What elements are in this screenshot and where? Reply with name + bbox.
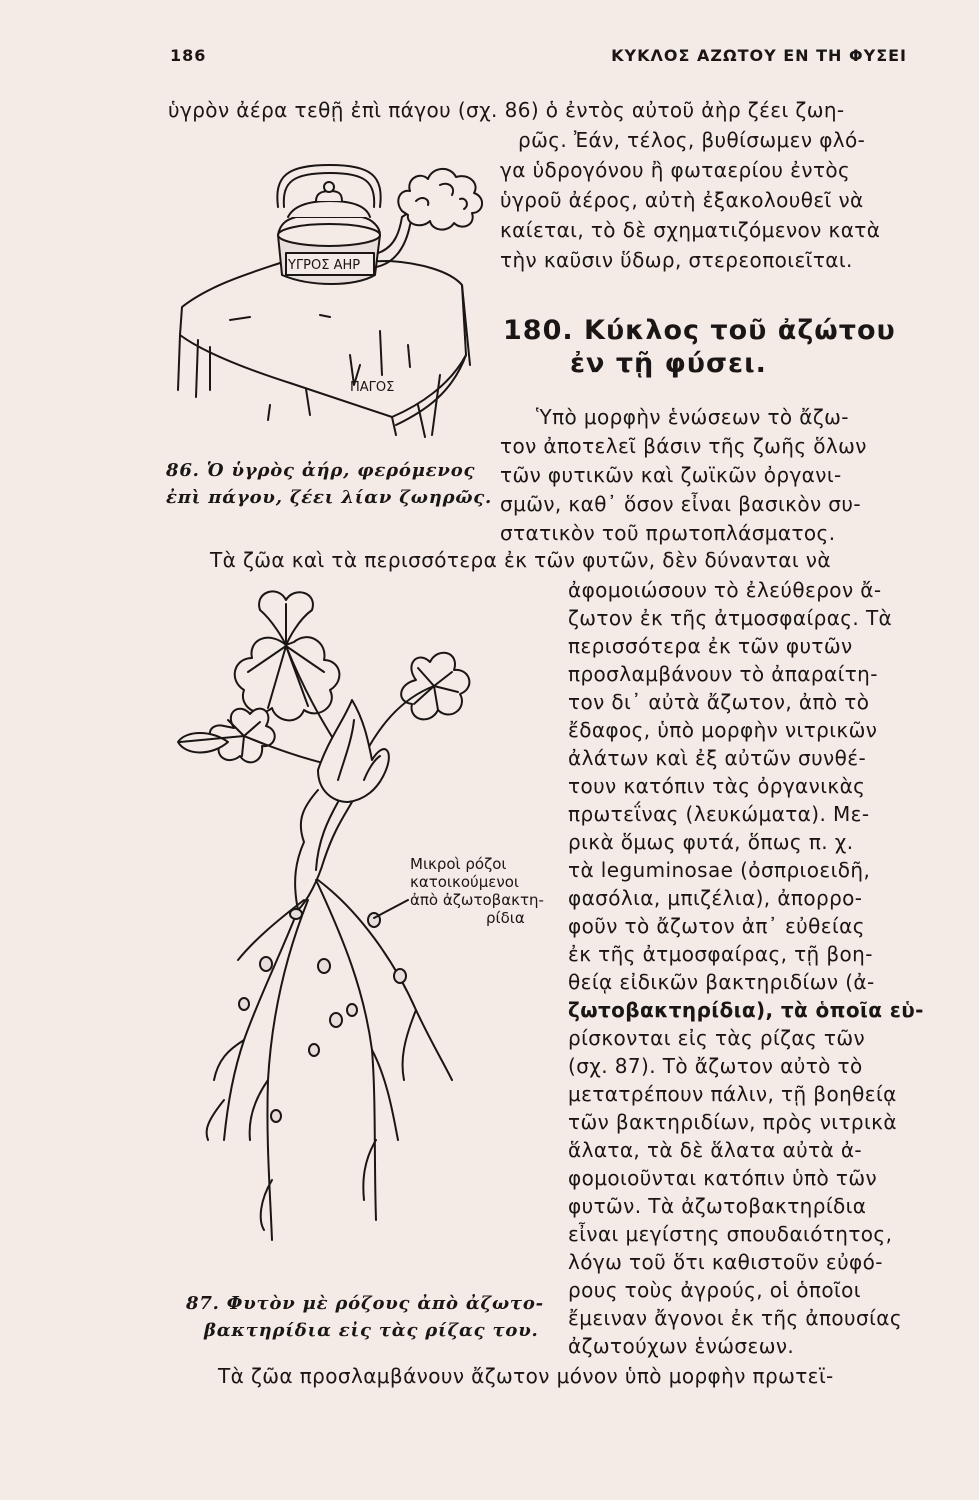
- text-line: λόγω τοῦ ὅτι καθιστοῦν εὐφό-: [568, 1250, 883, 1274]
- figure-87-label: ἀπὸ ἀζωτοβακτη-: [410, 891, 544, 909]
- steam-cloud: [398, 169, 482, 230]
- text-line: τὰ leguminosae (ὀσπριοειδῆ,: [568, 858, 871, 882]
- text-line: τον ἀποτελεῖ βάσιν τῆς ζωῆς ὅλων: [500, 434, 867, 458]
- text-line: πρωτεΐνας (λευκώματα). Με-: [568, 802, 870, 826]
- text-line: ρους τοὺς ἀγρούς, οἱ ὁποῖοι: [568, 1278, 861, 1302]
- text-line: ὑγρὸν ἀέρα τεθῇ ἐπὶ πάγου (σχ. 86) ὁ ἐντὸς αὐτοῦ ἀὴρ ζέει ζωη-: [168, 98, 845, 122]
- section-heading: ἐν τῇ φύσει.: [570, 348, 767, 379]
- text-line: ζωτον ἐκ τῆς ἀτμοσφαίρας. Τὰ: [568, 606, 893, 630]
- text-line: φυτῶν. Τὰ ἀζωτοβακτηρίδια: [568, 1194, 867, 1218]
- figure-87-label: κατοικούμενοι: [410, 873, 519, 891]
- text-line: καίεται, τὸ δὲ σχηματιζόμενον κατὰ: [500, 218, 881, 242]
- root-nodule: [394, 969, 406, 983]
- section-heading: 180. Κύκλος τοῦ ἀζώτου: [503, 315, 896, 346]
- clover-leaf-top: [235, 591, 340, 720]
- text-line: ἀλάτων καὶ ἐξ αὐτῶν συνθέ-: [568, 746, 867, 770]
- running-title: ΚΥΚΛΟΣ ΑΖΩΤΟΥ ΕΝ ΤΗ ΦΥΣΕΙ: [611, 46, 907, 65]
- plant-crown: [318, 700, 389, 802]
- clover-leaf-left: [178, 709, 275, 763]
- root-nodule: [290, 909, 302, 919]
- root-nodule: [347, 1004, 357, 1016]
- text-line: ἔδαφος, ὑπὸ μορφὴν νιτρικῶν: [568, 718, 878, 742]
- text-line: τῶν βακτηριδίων, πρὸς νιτρικὰ: [568, 1110, 897, 1134]
- text-line: ἔμειναν ἄγονοι ἐκ τῆς ἀπουσίας: [568, 1306, 902, 1330]
- figure-87-label: Μικροὶ ρόζοι: [410, 855, 507, 873]
- ice-label: ΠΑΓΟΣ: [350, 380, 395, 395]
- text-line: στατικὸν τοῦ πρωτοπλάσματος.: [500, 521, 836, 545]
- figure-87-caption: 87. Φυτὸν μὲ ρόζους ἀπὸ ἀζωτο-: [186, 1293, 544, 1314]
- figure-86-caption: 86. Ὁ ὑγρὸς ἀήρ, φερόμενος: [166, 460, 476, 481]
- text-line: Τὰ ζῶα καὶ τὰ περισσότερα ἐκ τῶν φυτῶν, δὲν δύνανται νὰ: [210, 548, 831, 572]
- text-line: εἶναι μεγίστης σπουδαιότητος,: [568, 1222, 893, 1246]
- text-line: προσλαμβάνουν τὸ ἀπαραίτη-: [568, 662, 878, 686]
- root-nodule: [239, 998, 249, 1010]
- text-line: φοῦν τὸ ἄζωτον ἀπ᾽ εὐθείας: [568, 914, 865, 938]
- root-nodule: [271, 1110, 281, 1122]
- root-system: [224, 910, 298, 1140]
- text-line: ζωτοβακτηρίδια), τὰ ὁποῖα εὑ-: [568, 998, 924, 1022]
- root-nodule: [260, 957, 272, 971]
- text-line: ἀφομοιώσουν τὸ ἐλεύθερον ἄ-: [568, 578, 882, 602]
- figure-87-label: ρίδια: [486, 909, 525, 927]
- text-line: τον δι᾽ αὐτὰ ἄζωτον, ἀπὸ τὸ: [568, 690, 870, 714]
- text-line: ἅλατα, τὰ δὲ ἅλατα αὐτὰ ἀ-: [568, 1138, 863, 1162]
- text-line: φομοιοῦνται κατόπιν ὑπὸ τῶν: [568, 1166, 878, 1190]
- root-nodule: [309, 1044, 319, 1056]
- text-line: θείᾳ εἰδικῶν βακτηριδίων (ἀ-: [568, 970, 875, 994]
- figure-86-kettle-on-ice: [170, 135, 500, 445]
- text-line: τῶν φυτικῶν καὶ ζωϊκῶν ὀργανι-: [500, 463, 842, 487]
- figure-87-caption: βακτηρίδια εἰς τὰς ρίζας του.: [204, 1320, 539, 1341]
- text-line: ὑγροῦ ἀέρος, αὐτὴ ἐξακολουθεῖ νὰ: [500, 188, 864, 212]
- text-line: ἐκ τῆς ἀτμοσφαίρας, τῇ βοη-: [568, 942, 873, 966]
- text-line: περισσότερα ἐκ τῶν φυτῶν: [568, 634, 853, 658]
- text-line: ἀζωτούχων ἑνώσεων.: [568, 1334, 795, 1358]
- root-nodule: [318, 959, 330, 973]
- text-line: ρίσκονται εἰς τὰς ρίζας τῶν: [568, 1026, 866, 1050]
- root-nodule: [330, 1013, 342, 1027]
- text-line: ρῶς. Ἐάν, τέλος, βυθίσωμεν φλό-: [518, 128, 866, 152]
- text-line: Τὰ ζῶα προσλαμβάνουν ἄζωτον μόνον ὑπὸ μορφὴν πρωτεϊ-: [218, 1364, 834, 1388]
- kettle-label: ΥΓΡΟΣ ΑΗΡ: [288, 258, 361, 273]
- figure-86-caption: ἐπὶ πάγου, ζέει λίαν ζωηρῶς.: [166, 487, 493, 508]
- text-line: Ὑπὸ μορφὴν ἑνώσεων τὸ ἄζω-: [536, 405, 849, 429]
- text-line: τουν κατόπιν τὰς ὀργανικὰς: [568, 774, 866, 798]
- clover-leaf-right: [401, 653, 469, 720]
- text-line: τὴν καῦσιν ὕδωρ, στερεοποιεῖται.: [500, 248, 853, 272]
- text-line: φασόλια, μπιζέλια), ἀπορρο-: [568, 886, 863, 910]
- text-line: γα ὑδρογόνου ἢ φωταερίου ἐντὸς: [500, 158, 851, 182]
- text-line: ρικὰ ὅμως φυτά, ὅπως π. χ.: [568, 830, 854, 854]
- text-line: σμῶν, καθ᾽ ὅσον εἶναι βασικὸν συ-: [500, 492, 861, 516]
- page-number: 186: [170, 46, 207, 65]
- text-line: (σχ. 87). Τὸ ἄζωτον αὐτὸ τὸ: [568, 1054, 863, 1078]
- text-line: μετατρέπουν πάλιν, τῇ βοηθείᾳ: [568, 1082, 897, 1106]
